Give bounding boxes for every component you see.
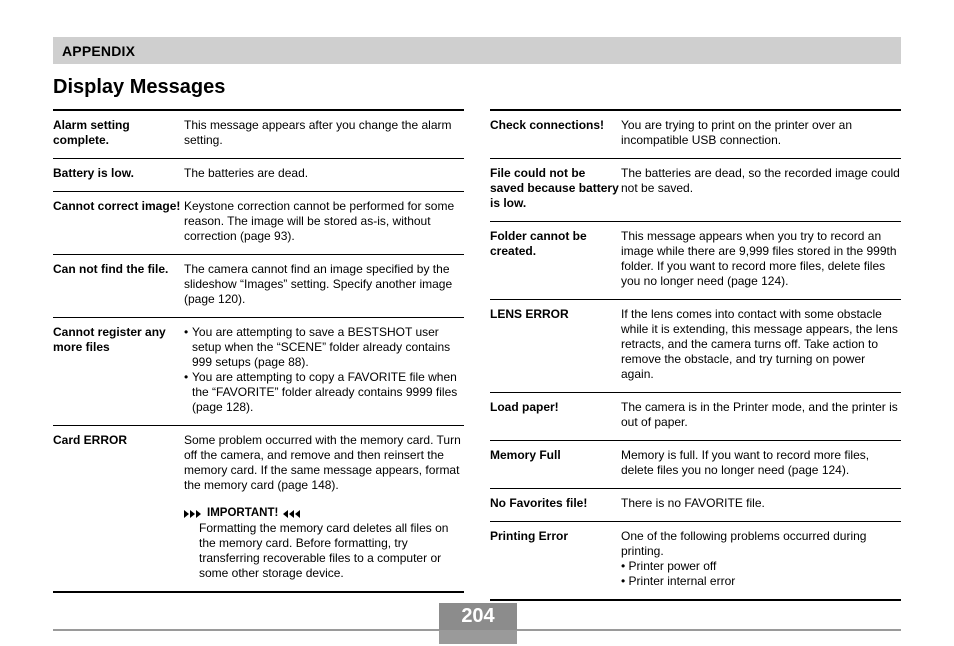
message-term: Alarm setting complete.	[53, 118, 130, 147]
bullet-text: Printer power off	[628, 559, 717, 573]
message-description: This message appears when you try to record an image while there are 9,999 files stored in the 999th folder. If you want to record more files, delete files you no longer need (page 124).	[621, 229, 897, 288]
message-term: Check connections!	[490, 118, 605, 132]
message-term: No Favorites file!	[490, 496, 588, 510]
bullet-text: You are attempting to save a BESTSHOT user setup when the “SCENE” folder already contains 999 setups (page 88).	[192, 325, 451, 369]
bullet-text: Printer internal error	[628, 574, 736, 588]
table-row	[490, 392, 901, 440]
page-title: Display Messages	[53, 76, 226, 98]
bullet-item: • Printer power off	[621, 559, 717, 573]
message-term: Printing Error	[490, 529, 569, 543]
message-description	[621, 529, 901, 589]
message-term: Folder cannot be created.	[490, 229, 587, 258]
card-error-text: Some problem occurred with the memory card. Turn off the camera, and remove and then reinsert the memory card. If the same message appears, format the memory card (page 148).	[184, 433, 461, 492]
right-message-table	[490, 109, 901, 601]
table-row	[490, 488, 901, 521]
message-description: The batteries are dead.	[184, 166, 309, 180]
table-row	[490, 158, 901, 221]
table-row	[53, 158, 464, 191]
bullet-item	[184, 370, 464, 415]
message-term: Load paper!	[490, 400, 559, 414]
table-row	[490, 521, 901, 601]
table-row	[53, 191, 464, 254]
table-row	[53, 109, 464, 158]
important-label: IMPORTANT!	[207, 507, 279, 519]
page-number: 204	[461, 605, 495, 627]
message-description: The camera is in the Printer mode, and the printer is out of paper.	[621, 400, 898, 429]
message-description	[184, 325, 464, 415]
message-description: You are trying to print on the printer over an incompatible USB connection.	[621, 118, 853, 147]
message-description: Keystone correction cannot be performed for some reason. The image will be stored as-is, without correction (page 93).	[184, 199, 455, 243]
table-row	[53, 254, 464, 317]
table-row	[53, 317, 464, 425]
important-heading	[184, 506, 464, 521]
table-row	[490, 109, 901, 158]
message-description: The batteries are dead, so the recorded image could not be saved.	[621, 166, 900, 195]
section-header-bar	[53, 37, 901, 64]
section-label: APPENDIX	[62, 43, 136, 59]
table-row	[490, 440, 901, 488]
page-number-box	[439, 603, 517, 644]
message-term: Can not find the file.	[53, 262, 169, 276]
bullet-text: You are attempting to copy a FAVORITE file when the “FAVORITE” folder already contains 9999 files (page 128).	[192, 370, 458, 414]
message-term: File could not be saved because battery is low.	[490, 166, 619, 210]
right-arrows-icon	[184, 510, 202, 518]
bullet-icon: •	[184, 325, 189, 339]
message-term: Cannot register any more files	[53, 325, 166, 354]
left-message-table	[53, 109, 464, 593]
printing-error-text: One of the following problems occurred during printing.	[621, 529, 867, 558]
message-description: If the lens comes into contact with some obstacle while it is extending, this message appears, the lens retracts, and the camera turns off. Take action to remove the obstacle, and try turning on power again.	[621, 307, 898, 381]
table-row	[53, 425, 464, 593]
message-description: Memory is full. If you want to record more files, delete files you no longer need (page 124).	[621, 448, 870, 477]
message-term: LENS ERROR	[490, 307, 569, 321]
message-description	[184, 433, 464, 581]
message-description: The camera cannot find an image specified by the slideshow “Images” setting. Specify another image (page 120).	[184, 262, 453, 306]
left-arrows-icon	[283, 510, 301, 518]
message-term: Card ERROR	[53, 433, 128, 447]
bullet-item: • Printer internal error	[621, 574, 736, 588]
bullet-item	[184, 325, 464, 370]
bullet-icon: •	[184, 370, 189, 384]
table-row	[490, 299, 901, 392]
message-description: This message appears after you change the alarm setting.	[184, 118, 452, 147]
message-term: Memory Full	[490, 448, 561, 462]
message-description: There is no FAVORITE file.	[621, 496, 765, 510]
table-row	[490, 221, 901, 299]
important-text: Formatting the memory card deletes all files on the memory card. Before formatting, try transferring recoverable files to a computer or some other storage device.	[199, 521, 449, 580]
message-term: Battery is low.	[53, 166, 134, 180]
message-term: Cannot correct image!	[53, 199, 181, 213]
